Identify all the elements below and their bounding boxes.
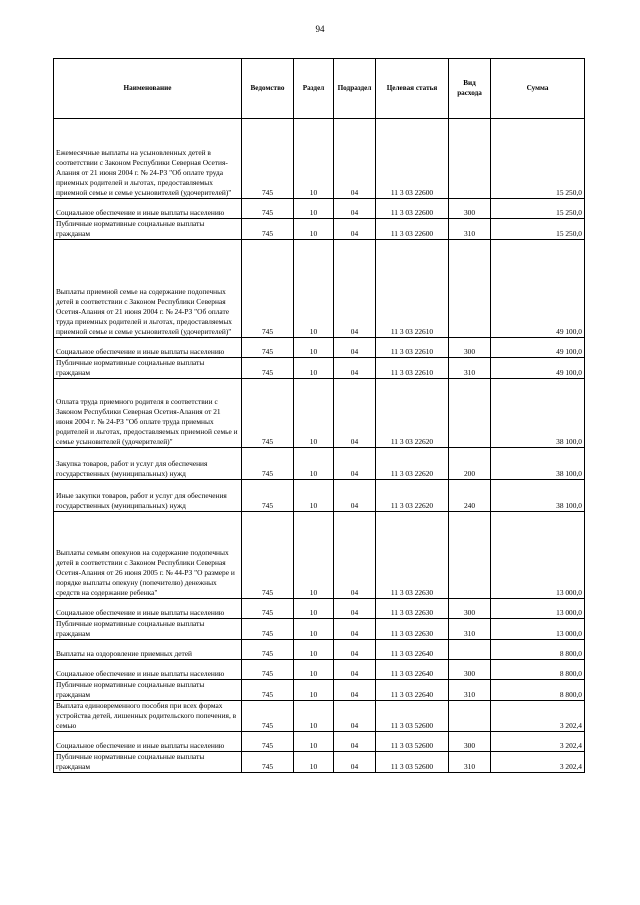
- cell-name: Ежемесячные выплаты на усыновленных детей в соответствии с Законом Республики Северная Осетия-Алания от 21 июня 2004 г. № 24-РЗ "Об оплате труда приемных родителей и льготах, предоставляемых приемной семье и семье усыновителей (удочерителей)": [54, 119, 242, 199]
- cell-dept: 745: [242, 732, 294, 752]
- cell-sum: 3 202,4: [491, 732, 585, 752]
- cell-subsection: 04: [334, 599, 376, 619]
- cell-name: Выплаты приемной семье на содержание подопечных детей в соответствии с Законом Республики Северная Осетия-Алания от 21 июня 2004 г. № 24-РЗ "Об оплате труда приемных родителей и льготах, предоставляемых приемной семье и семье усыновителей (удочерителей)": [54, 240, 242, 338]
- table-row: [54, 199, 585, 219]
- cell-section: 10: [294, 219, 334, 240]
- cell-target: 11 3 03 52600: [376, 752, 449, 773]
- cell-dept: 745: [242, 619, 294, 640]
- cell-target: 11 3 03 52600: [376, 701, 449, 732]
- cell-type: 300: [449, 732, 491, 752]
- cell-dept: 745: [242, 480, 294, 512]
- cell-name: Выплата единовременного пособия при всех формах устройства детей, лишенных родительского попечения, в семью: [54, 701, 242, 732]
- cell-type: 300: [449, 599, 491, 619]
- cell-dept: 745: [242, 640, 294, 660]
- cell-dept: 745: [242, 379, 294, 448]
- cell-target: 11 3 03 22640: [376, 640, 449, 660]
- cell-dept: 745: [242, 240, 294, 338]
- cell-section: 10: [294, 240, 334, 338]
- table-row: [54, 732, 585, 752]
- cell-type: [449, 512, 491, 599]
- cell-subsection: 04: [334, 752, 376, 773]
- cell-sum: 38 100,0: [491, 448, 585, 480]
- cell-type: 310: [449, 680, 491, 701]
- cell-target: 11 3 03 22640: [376, 680, 449, 701]
- cell-subsection: 04: [334, 219, 376, 240]
- cell-sum: 13 000,0: [491, 599, 585, 619]
- cell-subsection: 04: [334, 379, 376, 448]
- cell-type: [449, 379, 491, 448]
- cell-subsection: 04: [334, 660, 376, 680]
- cell-name: Выплаты семьям опекунов на содержание подопечных детей в соответствии с Законом Республики Северная Осетия-Алания от 26 июня 2005 г. № 44-РЗ "О размере и порядке выплаты опекуну (попечителю) денежных средств на содержание ребенка": [54, 512, 242, 599]
- cell-sum: 3 202,4: [491, 752, 585, 773]
- header-type: Вид расхода: [449, 59, 491, 119]
- table-row: [54, 619, 585, 640]
- cell-sum: 8 800,0: [491, 680, 585, 701]
- table-row: [54, 448, 585, 480]
- cell-subsection: 04: [334, 619, 376, 640]
- cell-dept: 745: [242, 219, 294, 240]
- header-subsection: Подраздел: [334, 59, 376, 119]
- cell-sum: 15 250,0: [491, 119, 585, 199]
- cell-dept: 745: [242, 448, 294, 480]
- cell-type: [449, 701, 491, 732]
- cell-target: 11 3 03 22640: [376, 660, 449, 680]
- cell-subsection: 04: [334, 119, 376, 199]
- cell-type: [449, 640, 491, 660]
- cell-type: 200: [449, 448, 491, 480]
- cell-section: 10: [294, 732, 334, 752]
- cell-name: Публичные нормативные социальные выплаты гражданам: [54, 219, 242, 240]
- cell-sum: 49 100,0: [491, 240, 585, 338]
- cell-type: 240: [449, 480, 491, 512]
- cell-section: 10: [294, 480, 334, 512]
- cell-target: 11 3 03 52600: [376, 732, 449, 752]
- cell-section: 10: [294, 599, 334, 619]
- cell-target: 11 3 03 22610: [376, 338, 449, 358]
- cell-target: 11 3 03 22600: [376, 119, 449, 199]
- table-row: [54, 480, 585, 512]
- cell-section: 10: [294, 338, 334, 358]
- cell-name: Выплаты на оздоровление приемных детей: [54, 640, 242, 660]
- cell-type: [449, 240, 491, 338]
- cell-name: Социальное обеспечение и иные выплаты населению: [54, 199, 242, 219]
- table-row: [54, 219, 585, 240]
- cell-subsection: 04: [334, 448, 376, 480]
- cell-section: 10: [294, 660, 334, 680]
- cell-name: Иные закупки товаров, работ и услуг для обеспечения государственных (муниципальных) нужд: [54, 480, 242, 512]
- table-row: [54, 240, 585, 338]
- cell-type: 300: [449, 338, 491, 358]
- cell-section: 10: [294, 119, 334, 199]
- cell-name: Публичные нормативные социальные выплаты гражданам: [54, 752, 242, 773]
- cell-target: 11 3 03 22620: [376, 448, 449, 480]
- cell-type: 310: [449, 619, 491, 640]
- cell-dept: 745: [242, 680, 294, 701]
- cell-section: 10: [294, 358, 334, 379]
- cell-type: [449, 119, 491, 199]
- cell-name: Социальное обеспечение и иные выплаты населению: [54, 732, 242, 752]
- cell-subsection: 04: [334, 199, 376, 219]
- cell-subsection: 04: [334, 732, 376, 752]
- cell-name: Социальное обеспечение и иные выплаты населению: [54, 599, 242, 619]
- table-row: [54, 701, 585, 732]
- cell-target: 11 3 03 22620: [376, 379, 449, 448]
- cell-section: 10: [294, 619, 334, 640]
- cell-subsection: 04: [334, 680, 376, 701]
- table-header-row: [54, 59, 585, 119]
- cell-name: Социальное обеспечение и иные выплаты населению: [54, 338, 242, 358]
- cell-subsection: 04: [334, 338, 376, 358]
- cell-name: Социальное обеспечение и иные выплаты населению: [54, 660, 242, 680]
- cell-name: Публичные нормативные социальные выплаты гражданам: [54, 619, 242, 640]
- cell-sum: 13 000,0: [491, 512, 585, 599]
- cell-subsection: 04: [334, 701, 376, 732]
- cell-dept: 745: [242, 701, 294, 732]
- cell-subsection: 04: [334, 240, 376, 338]
- table-row: [54, 660, 585, 680]
- cell-target: 11 3 03 22600: [376, 219, 449, 240]
- header-dept: Ведомство: [242, 59, 294, 119]
- table-row: [54, 338, 585, 358]
- table-row: [54, 640, 585, 660]
- cell-type: 310: [449, 219, 491, 240]
- cell-subsection: 04: [334, 512, 376, 599]
- table-row: [54, 599, 585, 619]
- cell-target: 11 3 03 22610: [376, 240, 449, 338]
- cell-section: 10: [294, 640, 334, 660]
- cell-dept: 745: [242, 119, 294, 199]
- cell-type: 300: [449, 660, 491, 680]
- cell-dept: 745: [242, 599, 294, 619]
- cell-sum: 49 100,0: [491, 358, 585, 379]
- cell-section: 10: [294, 199, 334, 219]
- cell-subsection: 04: [334, 480, 376, 512]
- cell-section: 10: [294, 379, 334, 448]
- cell-sum: 13 000,0: [491, 619, 585, 640]
- header-sum: Сумма: [491, 59, 585, 119]
- cell-name: Оплата труда приемного родителя в соответствии с Законом Республики Северная Осетия-Алания от 21 июня 2004 г. № 24-РЗ "Об оплате труда приемных родителей и льготах, предоставляемых приемной семье и семье усыновителей (удочерителей)": [54, 379, 242, 448]
- cell-target: 11 3 03 22630: [376, 512, 449, 599]
- cell-dept: 745: [242, 358, 294, 379]
- cell-section: 10: [294, 512, 334, 599]
- table-row: [54, 512, 585, 599]
- cell-sum: 15 250,0: [491, 219, 585, 240]
- cell-target: 11 3 03 22630: [376, 599, 449, 619]
- cell-section: 10: [294, 752, 334, 773]
- cell-target: 11 3 03 22610: [376, 358, 449, 379]
- cell-dept: 745: [242, 512, 294, 599]
- cell-type: 300: [449, 199, 491, 219]
- cell-dept: 745: [242, 338, 294, 358]
- table-row: [54, 752, 585, 773]
- table-row: [54, 358, 585, 379]
- cell-sum: 38 100,0: [491, 379, 585, 448]
- cell-target: 11 3 03 22600: [376, 199, 449, 219]
- cell-type: 310: [449, 752, 491, 773]
- cell-target: 11 3 03 22630: [376, 619, 449, 640]
- cell-dept: 745: [242, 199, 294, 219]
- table-row: [54, 379, 585, 448]
- cell-dept: 745: [242, 660, 294, 680]
- cell-name: Публичные нормативные социальные выплаты гражданам: [54, 358, 242, 379]
- table-row: [54, 680, 585, 701]
- cell-dept: 745: [242, 752, 294, 773]
- cell-type: 310: [449, 358, 491, 379]
- cell-sum: 3 202,4: [491, 701, 585, 732]
- cell-sum: 8 800,0: [491, 660, 585, 680]
- cell-name: Закупка товаров, работ и услуг для обеспечения государственных (муниципальных) нужд: [54, 448, 242, 480]
- header-name: Наименование: [54, 59, 242, 119]
- cell-section: 10: [294, 448, 334, 480]
- cell-name: Публичные нормативные социальные выплаты гражданам: [54, 680, 242, 701]
- header-section: Раздел: [294, 59, 334, 119]
- header-target: Целевая статья: [376, 59, 449, 119]
- cell-target: 11 3 03 22620: [376, 480, 449, 512]
- cell-subsection: 04: [334, 358, 376, 379]
- cell-section: 10: [294, 680, 334, 701]
- cell-section: 10: [294, 701, 334, 732]
- table-row: [54, 119, 585, 199]
- cell-sum: 15 250,0: [491, 199, 585, 219]
- cell-sum: 8 800,0: [491, 640, 585, 660]
- cell-subsection: 04: [334, 640, 376, 660]
- budget-table: [53, 58, 585, 773]
- cell-sum: 49 100,0: [491, 338, 585, 358]
- page-number: 94: [315, 24, 325, 34]
- cell-sum: 38 100,0: [491, 480, 585, 512]
